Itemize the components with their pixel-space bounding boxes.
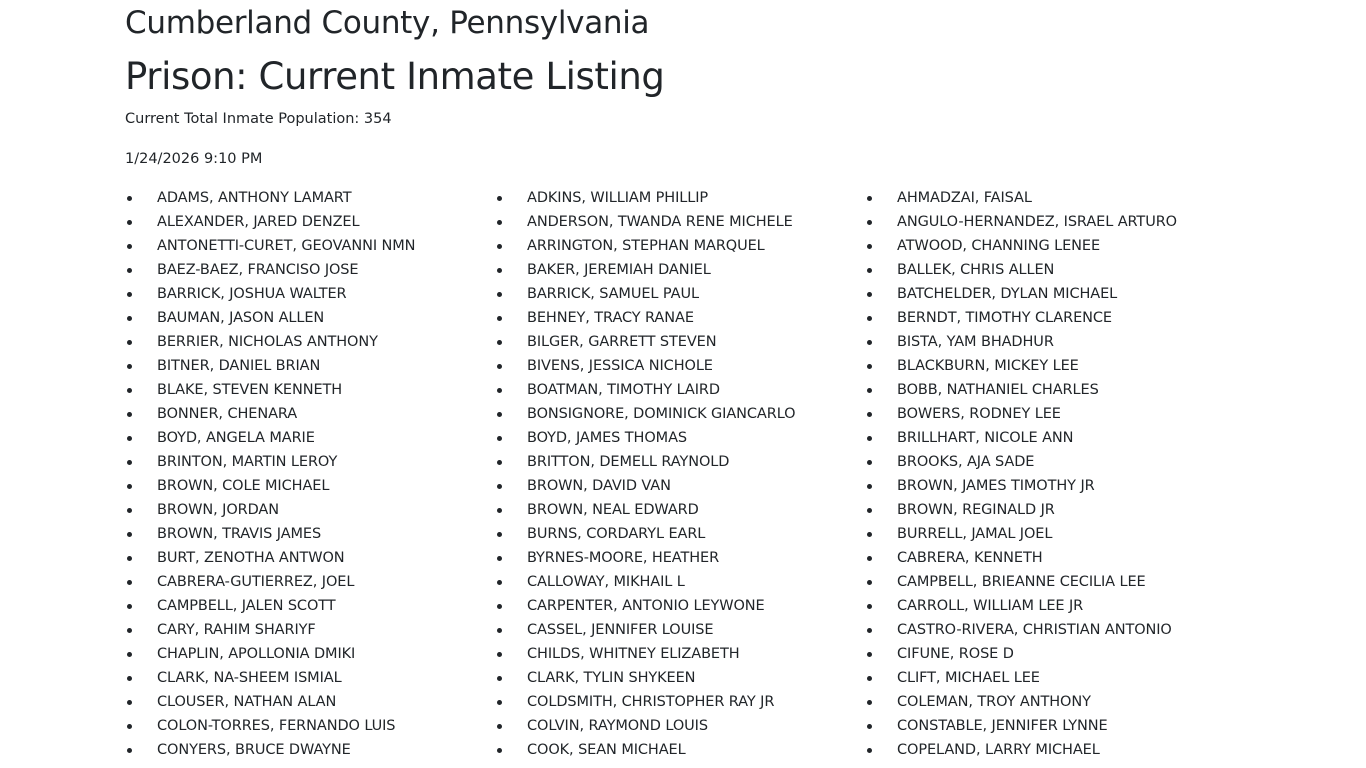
inmate-name: COLVIN, RAYMOND LOUIS <box>527 718 708 734</box>
bullet-icon <box>127 292 132 297</box>
bullet-icon <box>867 604 872 609</box>
inmate-name: BRITTON, DEMELL RAYNOLD <box>527 454 730 470</box>
inmate-list-item <box>125 450 495 474</box>
inmate-name: CLIFT, MICHAEL LEE <box>897 670 1040 686</box>
bullet-icon <box>867 340 872 345</box>
inmate-list-item <box>865 666 1235 690</box>
inmate-list-item <box>495 426 865 450</box>
inmate-list-item <box>865 426 1235 450</box>
inmate-list-item <box>865 354 1235 378</box>
inmate-list-item <box>865 498 1235 522</box>
bullet-icon <box>497 652 502 657</box>
bullet-icon <box>497 556 502 561</box>
inmate-name: BILGER, GARRETT STEVEN <box>527 334 717 350</box>
county-title: Cumberland County, Pennsylvania <box>125 5 650 41</box>
bullet-icon <box>497 748 502 753</box>
inmate-name: BURNS, CORDARYL EARL <box>527 526 706 542</box>
inmate-list-item <box>125 186 495 210</box>
bullet-icon <box>867 244 872 249</box>
bullet-icon <box>497 316 502 321</box>
inmate-name: CLARK, TYLIN SHYKEEN <box>527 670 696 686</box>
inmate-list-item <box>495 738 865 762</box>
inmate-name: CHAPLIN, APOLLONIA DMIKI <box>157 646 356 662</box>
bullet-icon <box>127 436 132 441</box>
bullet-icon <box>867 580 872 585</box>
inmate-name: CASTRO-RIVERA, CHRISTIAN ANTONIO <box>897 622 1172 638</box>
bullet-icon <box>497 508 502 513</box>
bullet-icon <box>127 340 132 345</box>
inmate-name: CAMPBELL, JALEN SCOTT <box>157 598 336 614</box>
page-title: Prison: Current Inmate Listing <box>125 55 665 98</box>
bullet-icon <box>497 388 502 393</box>
inmate-list-item <box>495 474 865 498</box>
bullet-icon <box>497 724 502 729</box>
inmate-name: BERNDT, TIMOTHY CLARENCE <box>897 310 1112 326</box>
bullet-icon <box>867 436 872 441</box>
inmate-list-item <box>865 570 1235 594</box>
bullet-icon <box>497 340 502 345</box>
inmate-list-item <box>495 450 865 474</box>
inmate-list-item <box>125 306 495 330</box>
inmate-list-item <box>125 282 495 306</box>
inmate-list-item <box>495 546 865 570</box>
bullet-icon <box>497 532 502 537</box>
bullet-icon <box>127 316 132 321</box>
bullet-icon <box>867 676 872 681</box>
inmate-list-item <box>495 666 865 690</box>
bullet-icon <box>127 700 132 705</box>
inmate-name: BOYD, JAMES THOMAS <box>527 430 687 446</box>
inmate-name: ADKINS, WILLIAM PHILLIP <box>527 190 709 206</box>
bullet-icon <box>497 196 502 201</box>
inmate-list-item <box>865 234 1235 258</box>
bullet-icon <box>867 652 872 657</box>
bullet-icon <box>127 748 132 753</box>
inmate-list-item <box>495 354 865 378</box>
inmate-name: BITNER, DANIEL BRIAN <box>157 358 321 374</box>
bullet-icon <box>867 628 872 633</box>
inmate-name: COPELAND, LARRY MICHAEL <box>897 742 1100 758</box>
inmate-name: ARRINGTON, STEPHAN MARQUEL <box>527 238 765 254</box>
inmate-name: BOYD, ANGELA MARIE <box>157 430 315 446</box>
inmate-list-item <box>495 618 865 642</box>
inmate-name: CALLOWAY, MIKHAIL L <box>527 574 685 590</box>
inmate-list-item <box>495 714 865 738</box>
bullet-icon <box>497 436 502 441</box>
inmate-name: CONYERS, BRUCE DWAYNE <box>157 742 351 758</box>
inmate-name: BROWN, NEAL EDWARD <box>527 502 699 518</box>
inmate-name: BURT, ZENOTHA ANTWON <box>157 550 345 566</box>
inmate-name: BRINTON, MARTIN LEROY <box>157 454 338 470</box>
bullet-icon <box>867 220 872 225</box>
inmate-list-item <box>125 666 495 690</box>
inmate-list-item <box>495 210 865 234</box>
inmate-list-item <box>495 378 865 402</box>
inmate-list-item <box>865 714 1235 738</box>
listing-timestamp: 1/24/2026 9:10 PM <box>125 151 263 167</box>
inmate-list-item <box>495 330 865 354</box>
inmate-name: BARRICK, JOSHUA WALTER <box>157 286 347 302</box>
inmate-list-item <box>495 186 865 210</box>
inmate-list-item <box>865 186 1235 210</box>
inmate-name: BOATMAN, TIMOTHY LAIRD <box>527 382 720 398</box>
inmate-name: BROWN, DAVID VAN <box>527 478 671 494</box>
inmate-name: BRILLHART, NICOLE ANN <box>897 430 1074 446</box>
inmate-name: CABRERA, KENNETH <box>897 550 1043 566</box>
inmate-list-item <box>495 570 865 594</box>
inmate-name: CABRERA-GUTIERREZ, JOEL <box>157 574 355 590</box>
inmate-name: ANTONETTI-CURET, GEOVANNI NMN <box>157 238 416 254</box>
inmate-list-item <box>125 546 495 570</box>
bullet-icon <box>497 628 502 633</box>
inmate-name: CLOUSER, NATHAN ALAN <box>157 694 337 710</box>
inmate-list-item <box>495 306 865 330</box>
inmate-list-item <box>495 642 865 666</box>
bullet-icon <box>127 556 132 561</box>
inmate-list-item <box>495 402 865 426</box>
bullet-icon <box>497 700 502 705</box>
bullet-icon <box>867 316 872 321</box>
bullet-icon <box>497 580 502 585</box>
inmate-name: BLAKE, STEVEN KENNETH <box>157 382 343 398</box>
bullet-icon <box>127 628 132 633</box>
bullet-icon <box>127 412 132 417</box>
bullet-icon <box>127 532 132 537</box>
inmate-list-item <box>495 234 865 258</box>
bullet-icon <box>497 292 502 297</box>
inmate-name: BERRIER, NICHOLAS ANTHONY <box>157 334 378 350</box>
inmate-list-item <box>865 306 1235 330</box>
inmate-list-item <box>865 522 1235 546</box>
inmate-list-item <box>865 474 1235 498</box>
bullet-icon <box>867 268 872 273</box>
inmate-name: BOBB, NATHANIEL CHARLES <box>897 382 1099 398</box>
bullet-icon <box>867 292 872 297</box>
inmate-list-item <box>865 402 1235 426</box>
inmate-list-item <box>125 354 495 378</box>
inmate-name: ALEXANDER, JARED DENZEL <box>157 214 360 230</box>
inmate-name: BARRICK, SAMUEL PAUL <box>527 286 699 302</box>
inmate-list-item <box>865 282 1235 306</box>
bullet-icon <box>867 388 872 393</box>
bullet-icon <box>497 604 502 609</box>
bullet-icon <box>867 484 872 489</box>
bullet-icon <box>867 748 872 753</box>
bullet-icon <box>497 244 502 249</box>
bullet-icon <box>127 196 132 201</box>
bullet-icon <box>127 484 132 489</box>
inmate-list-item <box>865 738 1235 762</box>
inmate-list-item <box>125 522 495 546</box>
inmate-name: AHMADZAI, FAISAL <box>897 190 1032 206</box>
bullet-icon <box>867 532 872 537</box>
bullet-icon <box>867 412 872 417</box>
bullet-icon <box>867 508 872 513</box>
inmate-list-item <box>865 594 1235 618</box>
inmate-list-item <box>125 594 495 618</box>
inmate-list-item <box>125 714 495 738</box>
bullet-icon <box>127 268 132 273</box>
bullet-icon <box>127 604 132 609</box>
inmate-list-item <box>865 690 1235 714</box>
inmate-name: CLARK, NA-SHEEM ISMIAL <box>157 670 342 686</box>
inmate-name: COLEMAN, TROY ANTHONY <box>897 694 1091 710</box>
inmate-name: BISTA, YAM BHADHUR <box>897 334 1054 350</box>
inmate-list-item <box>125 474 495 498</box>
inmate-list-item <box>125 738 495 762</box>
inmate-list-item <box>125 570 495 594</box>
inmate-name: COLON-TORRES, FERNANDO LUIS <box>157 718 396 734</box>
inmate-name: BROWN, COLE MICHAEL <box>157 478 330 494</box>
inmate-list-item <box>125 642 495 666</box>
inmate-name: BATCHELDER, DYLAN MICHAEL <box>897 286 1118 302</box>
bullet-icon <box>127 724 132 729</box>
inmate-list-item <box>495 498 865 522</box>
inmate-name: BROWN, JORDAN <box>157 502 279 518</box>
inmate-list-item <box>495 282 865 306</box>
bullet-icon <box>497 676 502 681</box>
inmate-name: CARROLL, WILLIAM LEE JR <box>897 598 1084 614</box>
bullet-icon <box>127 580 132 585</box>
bullet-icon <box>497 268 502 273</box>
bullet-icon <box>497 484 502 489</box>
bullet-icon <box>127 652 132 657</box>
bullet-icon <box>867 700 872 705</box>
inmate-name: CHILDS, WHITNEY ELIZABETH <box>527 646 740 662</box>
inmate-list-item <box>865 210 1235 234</box>
inmate-name: CASSEL, JENNIFER LOUISE <box>527 622 714 638</box>
bullet-icon <box>127 220 132 225</box>
inmate-list-item <box>495 690 865 714</box>
inmate-list-item <box>865 618 1235 642</box>
bullet-icon <box>497 412 502 417</box>
inmate-list-item <box>125 210 495 234</box>
inmate-population-count: Current Total Inmate Population: 354 <box>125 111 392 127</box>
bullet-icon <box>867 460 872 465</box>
inmate-list-item <box>125 498 495 522</box>
inmate-name: BURRELL, JAMAL JOEL <box>897 526 1053 542</box>
inmate-list-item <box>125 258 495 282</box>
inmate-name: ANDERSON, TWANDA RENE MICHELE <box>527 214 793 230</box>
bullet-icon <box>867 364 872 369</box>
inmate-list-item <box>125 402 495 426</box>
bullet-icon <box>127 364 132 369</box>
inmate-list-item <box>865 450 1235 474</box>
inmate-name: BROWN, JAMES TIMOTHY JR <box>897 478 1095 494</box>
inmate-name: BLACKBURN, MICKEY LEE <box>897 358 1079 374</box>
bullet-icon <box>867 196 872 201</box>
inmate-name: BALLEK, CHRIS ALLEN <box>897 262 1055 278</box>
inmate-list-item <box>125 378 495 402</box>
bullet-icon <box>497 460 502 465</box>
bullet-icon <box>497 220 502 225</box>
inmate-name: BEHNEY, TRACY RANAE <box>527 310 694 326</box>
inmate-list-item <box>495 258 865 282</box>
inmate-list <box>125 186 1235 762</box>
bullet-icon <box>127 676 132 681</box>
inmate-list-item <box>865 546 1235 570</box>
inmate-name: CAMPBELL, BRIEANNE CECILIA LEE <box>897 574 1146 590</box>
inmate-name: CARY, RAHIM SHARIYF <box>157 622 316 638</box>
inmate-name: CIFUNE, ROSE D <box>897 646 1014 662</box>
inmate-list-item <box>865 378 1235 402</box>
inmate-name: ANGULO-HERNANDEZ, ISRAEL ARTURO <box>897 214 1177 230</box>
inmate-name: ATWOOD, CHANNING LENEE <box>897 238 1101 254</box>
inmate-name: BYRNES-MOORE, HEATHER <box>527 550 720 566</box>
inmate-list-item <box>125 690 495 714</box>
inmate-name: BIVENS, JESSICA NICHOLE <box>527 358 713 374</box>
inmate-name: BONNER, CHENARA <box>157 406 298 422</box>
inmate-name: COLDSMITH, CHRISTOPHER RAY JR <box>527 694 775 710</box>
bullet-icon <box>127 508 132 513</box>
bullet-icon <box>127 388 132 393</box>
inmate-list-item <box>865 258 1235 282</box>
inmate-list-item <box>865 330 1235 354</box>
inmate-name: BAEZ-BAEZ, FRANCISO JOSE <box>157 262 359 278</box>
bullet-icon <box>497 364 502 369</box>
bullet-icon <box>127 460 132 465</box>
inmate-list-item <box>125 618 495 642</box>
bullet-icon <box>867 724 872 729</box>
inmate-name: BAUMAN, JASON ALLEN <box>157 310 325 326</box>
inmate-list-item <box>125 426 495 450</box>
inmate-name: BROWN, TRAVIS JAMES <box>157 526 322 542</box>
inmate-list-item <box>495 522 865 546</box>
bullet-icon <box>867 556 872 561</box>
inmate-list-item <box>125 330 495 354</box>
inmate-name: BROOKS, AJA SADE <box>897 454 1035 470</box>
inmate-name: BOWERS, RODNEY LEE <box>897 406 1061 422</box>
inmate-name: CARPENTER, ANTONIO LEYWONE <box>527 598 765 614</box>
inmate-name: ADAMS, ANTHONY LAMART <box>157 190 352 206</box>
inmate-list-item <box>125 234 495 258</box>
inmate-name: BROWN, REGINALD JR <box>897 502 1055 518</box>
inmate-list-item <box>865 642 1235 666</box>
inmate-name: BONSIGNORE, DOMINICK GIANCARLO <box>527 406 796 422</box>
inmate-name: BAKER, JEREMIAH DANIEL <box>527 262 711 278</box>
inmate-list-item <box>495 594 865 618</box>
inmate-name: COOK, SEAN MICHAEL <box>527 742 686 758</box>
bullet-icon <box>127 244 132 249</box>
inmate-name: CONSTABLE, JENNIFER LYNNE <box>897 718 1108 734</box>
